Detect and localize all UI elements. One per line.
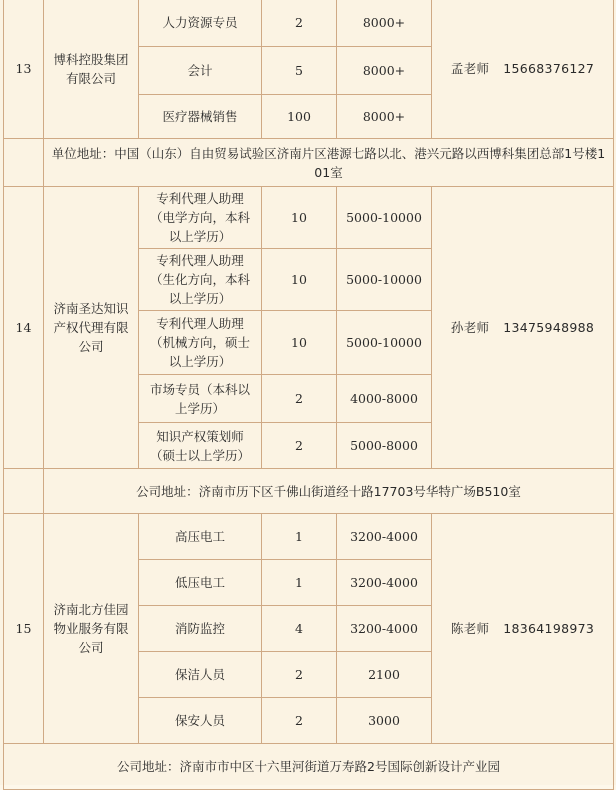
job-title: 市场专员（本科以上学历） xyxy=(139,375,262,423)
job-title: 高压电工 xyxy=(139,514,262,560)
job-title: 人力资源专员 xyxy=(139,0,262,47)
company-address: 公司地址：济南市市中区十六里河街道万寿路2号国际创新设计产业园 xyxy=(4,744,614,790)
job-count: 2 xyxy=(262,0,337,47)
company-name: 博科控股集团有限公司 xyxy=(44,0,139,139)
job-count: 5 xyxy=(262,47,337,95)
job-salary: 4000-8000 xyxy=(337,375,432,423)
job-title: 保洁人员 xyxy=(139,652,262,698)
job-table xyxy=(3,0,614,790)
job-salary: 5000-8000 xyxy=(337,423,432,469)
contact-name: 孟老师 xyxy=(450,61,490,76)
company-address: 公司地址：济南市历下区千佛山街道经十路17703号华特广场B510室 xyxy=(44,469,614,514)
job-title: 专利代理人助理（生化方向，本科以上学历） xyxy=(139,249,262,311)
job-salary: 5000-10000 xyxy=(337,311,432,375)
table-row xyxy=(4,139,614,187)
job-count: 10 xyxy=(262,311,337,375)
job-salary: 8000+ xyxy=(337,0,432,47)
company-name: 济南北方佳园物业服务有限公司 xyxy=(44,514,139,744)
job-title: 医疗器械销售 xyxy=(139,95,262,139)
job-count: 10 xyxy=(262,249,337,311)
job-count: 10 xyxy=(262,187,337,249)
row-number: 14 xyxy=(4,187,44,469)
job-salary: 3200-4000 xyxy=(337,606,432,652)
table-row xyxy=(4,469,614,514)
company-name: 济南圣达知识产权代理有限公司 xyxy=(44,187,139,469)
job-salary: 8000+ xyxy=(337,47,432,95)
job-count: 100 xyxy=(262,95,337,139)
job-salary: 3000 xyxy=(337,698,432,744)
job-title: 知识产权策划师（硕士以上学历） xyxy=(139,423,262,469)
job-salary: 8000+ xyxy=(337,95,432,139)
contact-name: 陈老师 xyxy=(450,621,490,636)
table-row xyxy=(4,514,614,560)
job-title: 消防监控 xyxy=(139,606,262,652)
job-count: 4 xyxy=(262,606,337,652)
contact-cell xyxy=(432,187,614,469)
company-address: 单位地址：中国（山东）自由贸易试验区济南片区港源七路以北、港兴元路以西博科集团总部1号楼101室 xyxy=(44,139,614,187)
contact-cell xyxy=(432,0,614,139)
contact-cell xyxy=(432,514,614,744)
job-count: 1 xyxy=(262,514,337,560)
table-row xyxy=(4,0,614,47)
job-title: 会计 xyxy=(139,47,262,95)
contact-phone: 13475948988 xyxy=(503,320,595,335)
job-title: 专利代理人助理（机械方向，硕士以上学历） xyxy=(139,311,262,375)
job-salary: 3200-4000 xyxy=(337,560,432,606)
job-count: 2 xyxy=(262,652,337,698)
job-count: 2 xyxy=(262,423,337,469)
job-count: 1 xyxy=(262,560,337,606)
job-salary: 5000-10000 xyxy=(337,187,432,249)
row-number: 13 xyxy=(4,0,44,139)
contact-name: 孙老师 xyxy=(450,320,490,335)
contact-phone: 15668376127 xyxy=(503,61,595,76)
job-count: 2 xyxy=(262,698,337,744)
job-salary: 3200-4000 xyxy=(337,514,432,560)
table-row xyxy=(4,744,614,790)
job-count: 2 xyxy=(262,375,337,423)
job-salary: 2100 xyxy=(337,652,432,698)
job-title: 保安人员 xyxy=(139,698,262,744)
job-title: 专利代理人助理（电学方向，本科以上学历） xyxy=(139,187,262,249)
row-number: 15 xyxy=(4,514,44,744)
contact-phone: 18364198973 xyxy=(503,621,595,636)
job-title: 低压电工 xyxy=(139,560,262,606)
job-salary: 5000-10000 xyxy=(337,249,432,311)
table-row xyxy=(4,187,614,249)
